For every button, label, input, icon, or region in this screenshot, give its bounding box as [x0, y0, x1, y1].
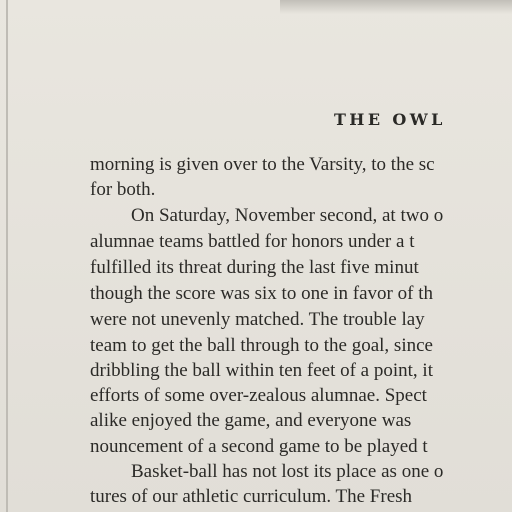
text-line-1: morning is given over to the Varsity, to the sc: [90, 154, 435, 175]
text-line-10: efforts of some over-zealous alumnae. Spect: [90, 385, 427, 406]
text-line-2: for both.: [90, 179, 156, 200]
text-line-5: fulfilled its threat during the last five minut: [90, 257, 419, 278]
text-line-14: tures of our athletic curriculum. The Fresh: [90, 486, 413, 507]
page-edge-rule: [6, 0, 8, 512]
running-head: THE OWL: [334, 110, 446, 129]
scan-shadow: [280, 0, 512, 14]
text-line-11: alike enjoyed the game, and everyone was: [90, 410, 412, 431]
text-line-8: team to get the ball through to the goal, since: [90, 335, 433, 356]
text-line-9: dribbling the ball within ten feet of a point, it: [90, 360, 433, 381]
text-line-13: Basket-ball has not lost its place as one o: [131, 461, 444, 482]
text-line-12: nouncement of a second game to be played t: [90, 436, 428, 457]
text-line-6: though the score was six to one in favor of th: [90, 283, 433, 304]
text-line-4: alumnae teams battled for honors under a t: [90, 231, 415, 252]
text-line-7: were not unevenly matched. The trouble lay: [90, 309, 425, 330]
text-line-3: On Saturday, November second, at two o: [131, 205, 444, 226]
